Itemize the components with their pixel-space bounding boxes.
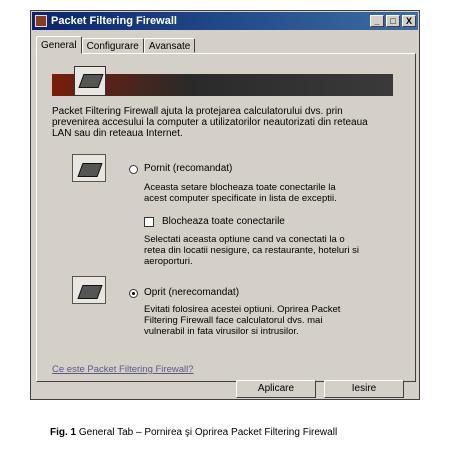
close-button[interactable]: X bbox=[402, 15, 416, 27]
tab-configurare[interactable]: Configurare bbox=[82, 38, 144, 53]
tab-avansate[interactable]: Avansate bbox=[144, 38, 196, 53]
firewall-off-icon bbox=[72, 276, 106, 304]
window-title: Packet Filtering Firewall bbox=[51, 15, 177, 27]
intro-text: Packet Filtering Firewall ajuta la protejarea calculatorului dvs. prin prevenirea accesului la computer a utilizatorilor neautorizati din reteaua LAN sau din reteaua Internet. bbox=[52, 106, 368, 139]
firewall-on-icon bbox=[72, 154, 106, 182]
on-radio[interactable] bbox=[129, 165, 138, 174]
figure-caption bbox=[50, 427, 337, 438]
off-radio-label[interactable]: Oprit (nerecomandat) bbox=[144, 287, 240, 298]
minimize-button[interactable]: _ bbox=[370, 15, 384, 27]
tab-general[interactable]: General bbox=[36, 36, 82, 54]
apply-button[interactable]: Aplicare bbox=[236, 380, 316, 398]
off-description: Evitati folosirea acestei optiuni. Oprirea Packet Filtering Firewall face calculatorul dvs. mai vulnerabil in fata virusilor si intrusilor. bbox=[144, 304, 341, 337]
firewall-window bbox=[30, 10, 420, 400]
on-radio-label[interactable]: Pornit (recomandat) bbox=[144, 163, 233, 174]
general-tab-panel bbox=[36, 53, 416, 382]
help-link[interactable]: Ce este Packet Filtering Firewall? bbox=[52, 364, 194, 375]
block-all-label[interactable]: Blocheaza toate conectarile bbox=[162, 216, 285, 227]
maximize-button[interactable]: □ bbox=[386, 15, 400, 27]
block-all-description: Selectati aceasta optiune cand va conectati la o retea din locatii nesigure, ca restaurante, hoteluri si aeroporturi. bbox=[144, 234, 359, 267]
off-radio[interactable] bbox=[129, 289, 138, 298]
block-all-checkbox[interactable] bbox=[144, 217, 154, 227]
exit-button[interactable]: Iesire bbox=[324, 380, 404, 398]
figure-number: Fig. 1 bbox=[50, 427, 77, 438]
caption-text: General Tab – Pornirea şi Oprirea Packet Filtering Firewall bbox=[76, 427, 338, 438]
tab-strip bbox=[36, 36, 195, 54]
header-banner bbox=[52, 74, 393, 96]
on-description: Aceasta setare blocheaza toate conectarile la acest computer specificate in lista de exceptii. bbox=[144, 182, 337, 204]
firewall-book-icon bbox=[74, 66, 106, 96]
firewall-app-icon bbox=[35, 15, 47, 27]
title-bar[interactable] bbox=[32, 12, 418, 30]
